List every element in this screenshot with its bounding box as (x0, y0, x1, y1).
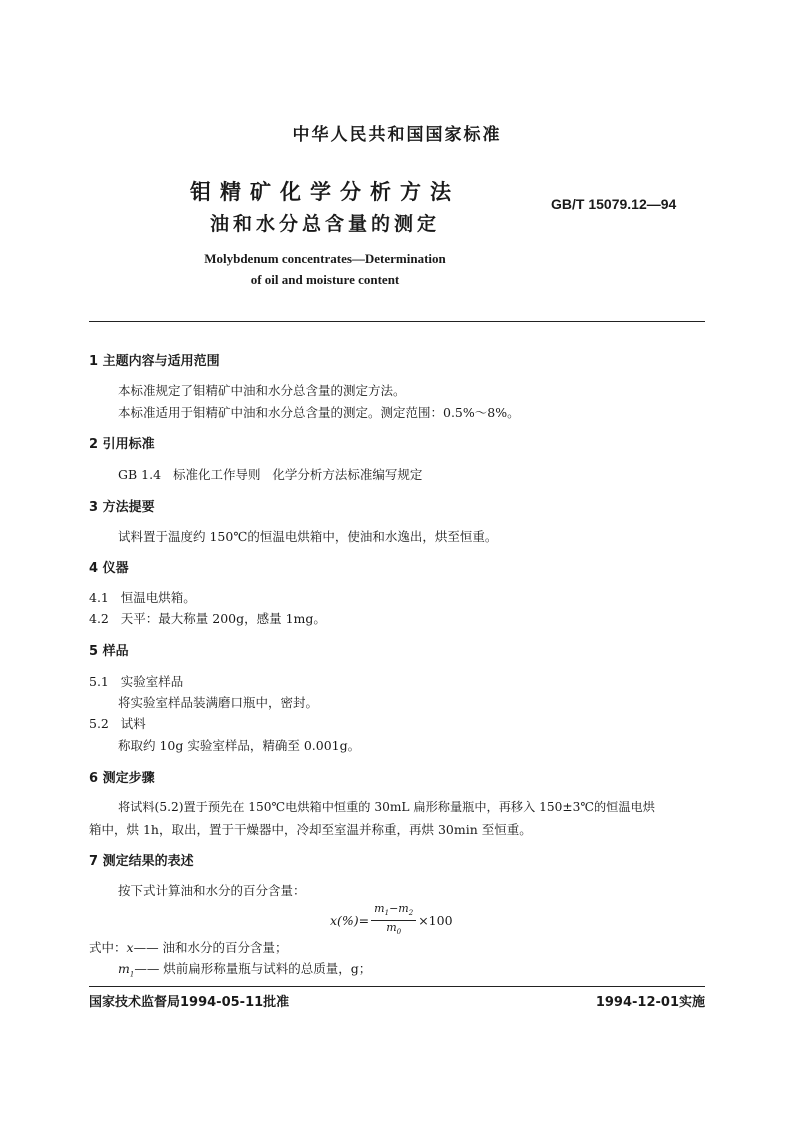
section-6-text-line-1: 将试料(5.2)置于预先在 150℃电烘箱中恒重的 30mL 扁形称量瓶中，再移入 150±3℃的恒温电烘 (118, 800, 655, 814)
formula-denominator: $m_0$ (386, 921, 402, 937)
section-2-text-1: GB 1.4 标准化工作导则 化学分析方法标准编写规定 (118, 467, 423, 482)
section-4-item-2: 4.2 天平：最大称量 200g，感量 1mg。 (89, 611, 326, 626)
section-6-heading: 6 测定步骤 (89, 771, 155, 786)
formula-numerator: $m_1-m_2$ (371, 902, 416, 921)
section-2-heading: 2 引用标准 (89, 437, 155, 452)
section-3-heading: 3 方法提要 (89, 500, 155, 515)
document-title-line1: 钼精矿化学分析方法 (190, 180, 460, 204)
section-4-item-1: 4.1 恒温电烘箱。 (89, 590, 196, 605)
section-5-item-1-text: 将实验室样品装满磨口瓶中，密封。 (118, 695, 319, 710)
english-title-line1: Molybdenum concentrates—Determination (204, 251, 446, 266)
section-5-heading: 5 样品 (89, 644, 129, 659)
section-1-text-2: 本标准适用于钼精矿中油和水分总含量的测定。测定范围：0.5%～8%。 (118, 405, 520, 420)
section-5-item-2: 5.2 试料 (89, 716, 146, 731)
standard-number: GB/T 15079.12—94 (551, 196, 677, 212)
where-m1-definition: $m_1——$ 烘前扁形称量瓶与试料的总质量，g； (118, 961, 372, 979)
effective-date: 1994-12-01实施 (595, 995, 705, 1010)
section-1-text-1: 本标准规定了钼精矿中油和水分总含量的测定方法。 (118, 383, 406, 398)
section-5-item-1: 5.1 实验室样品 (89, 674, 184, 689)
result-formula (330, 902, 453, 939)
section-7-heading: 7 测定结果的表述 (89, 854, 194, 869)
national-standard-title: 中华人民共和国国家标准 (292, 125, 502, 145)
document-title-line2: 油和水分总含量的测定 (209, 213, 440, 235)
section-4-heading: 4 仪器 (89, 561, 129, 576)
header-divider (89, 321, 705, 322)
section-7-text-1: 按下式计算油和水分的百分含量： (118, 883, 306, 898)
formula-fraction (371, 902, 416, 939)
section-6-text-line-2: 箱中，烘 1h，取出，置于干燥器中，冷却至室温并称重，再烘 30min 至恒重。 (89, 822, 532, 837)
approval-date: 国家技术监督局1994-05-11批准 (89, 995, 290, 1010)
section-5-item-2-text: 称取约 10g 实验室样品，精确至 0.001g。 (118, 738, 361, 753)
formula-lhs: x(%)= (330, 913, 370, 929)
formula-rhs: ×100 (418, 913, 453, 929)
where-x-definition: 式中：x—— 油和水分的百分含量； (89, 940, 288, 955)
section-3-text-1: 试料置于温度约 150℃的恒温电烘箱中，使油和水逸出，烘至恒重。 (118, 529, 498, 544)
footer-divider (89, 986, 705, 987)
english-title-line2: of oil and moisture content (250, 272, 400, 287)
section-1-heading: 1 主题内容与适用范围 (89, 354, 220, 369)
